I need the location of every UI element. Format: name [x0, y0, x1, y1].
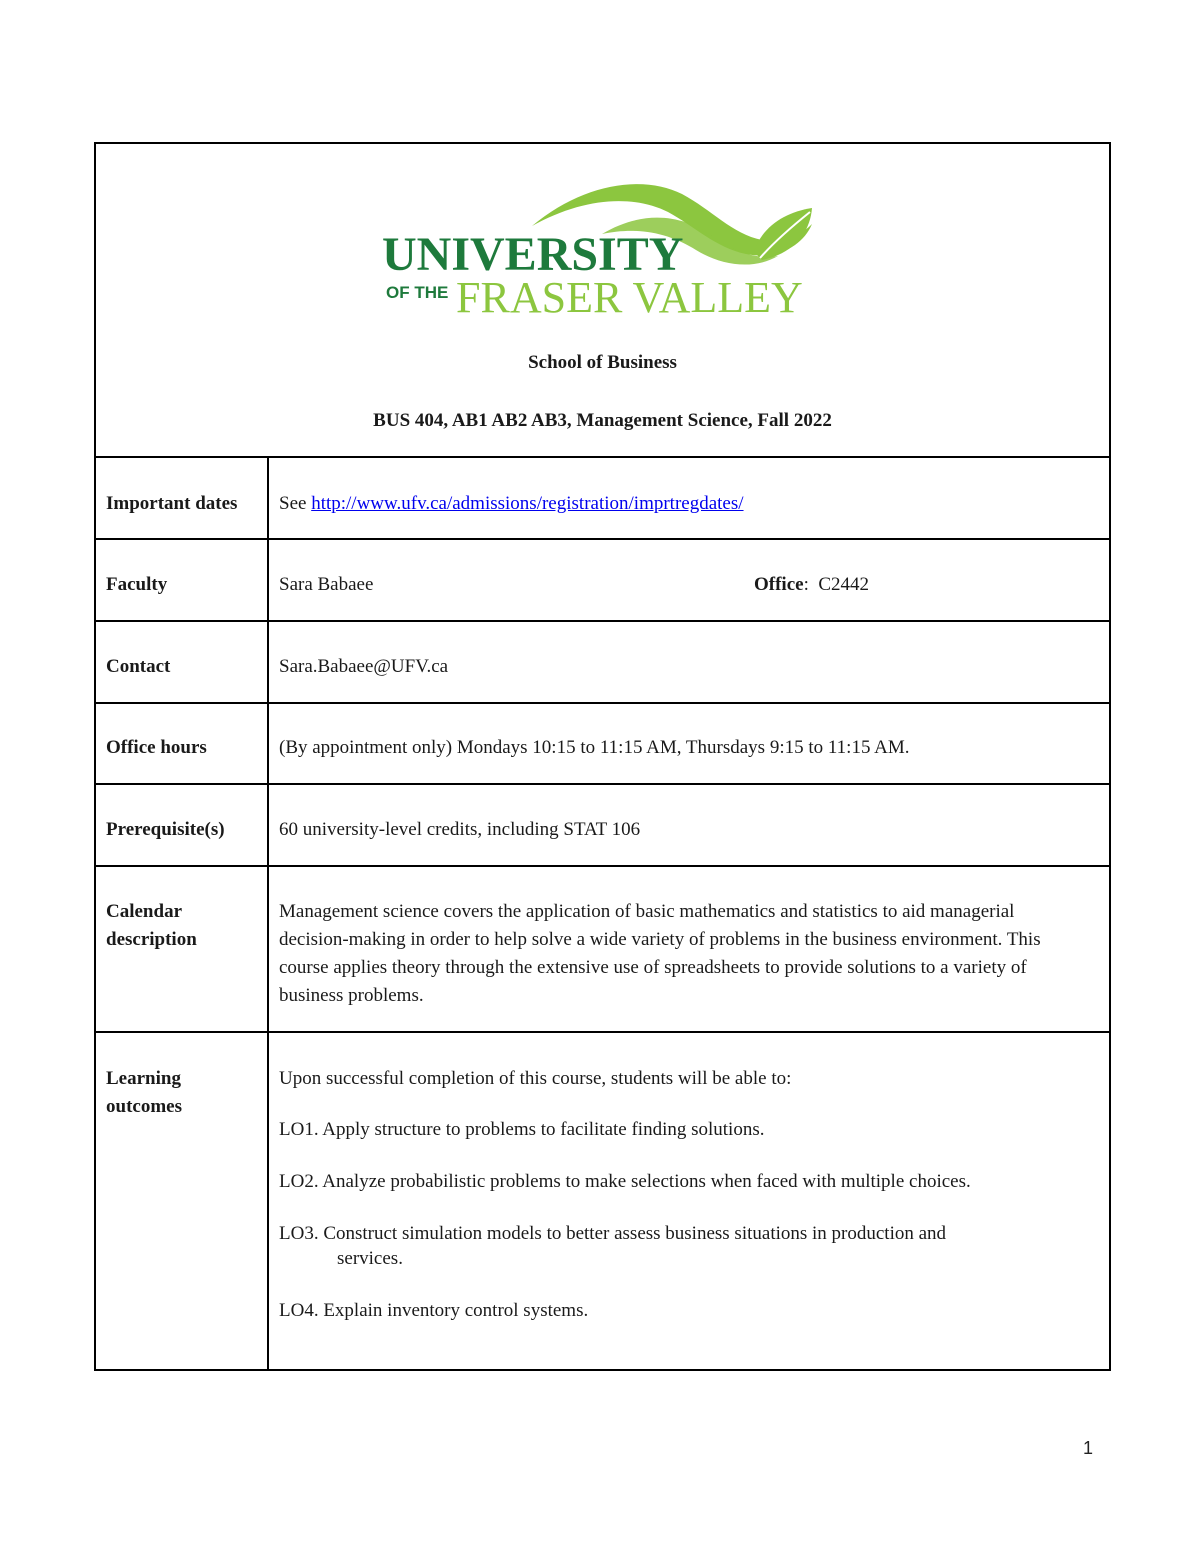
label-line: description — [106, 929, 197, 950]
row-label: Prerequisite(s) — [106, 819, 225, 840]
row-label — [106, 898, 261, 954]
row-office-hours — [96, 704, 1109, 785]
row-value — [279, 490, 1087, 518]
office-sep: : — [803, 574, 809, 595]
row-learning-outcomes — [96, 1033, 1109, 1369]
lo3-continuation: services. — [337, 1248, 403, 1269]
learning-outcomes-intro: Upon successful completion of this course, students will be able to: — [279, 1068, 792, 1089]
lo3-text: LO3. Construct simulation models to better assess business situations in production and — [279, 1223, 947, 1244]
office-info — [754, 571, 869, 599]
row-label: Office hours — [106, 737, 207, 758]
row-label: Contact — [106, 656, 171, 677]
label-line: outcomes — [106, 1096, 182, 1117]
learning-outcome-item — [279, 1221, 1087, 1271]
label-cell — [96, 785, 269, 865]
row-faculty — [96, 540, 1109, 622]
contact-email: Sara.Babaee@UFV.ca — [279, 656, 449, 677]
learning-outcome-item: LO1. Apply structure to problems to facilitate finding solutions. — [279, 1119, 765, 1140]
label-line: Learning — [106, 1068, 181, 1089]
header-cell — [96, 144, 1109, 458]
label-cell — [96, 458, 269, 538]
row-value — [279, 571, 1087, 599]
important-dates-link[interactable]: http://www.ufv.ca/admissions/registration/imprtregdates/ — [311, 493, 744, 514]
school-name: School of Business — [528, 352, 677, 373]
syllabus-table — [94, 142, 1111, 1371]
learning-outcomes-list — [279, 1065, 1087, 1323]
university-logo — [382, 174, 822, 324]
row-contact — [96, 622, 1109, 704]
learning-outcome-item: LO4. Explain inventory control systems. — [279, 1300, 589, 1321]
learning-outcome-item: LO2. Analyze probabilistic problems to make selections when faced with multiple choices. — [279, 1171, 971, 1192]
office-label: Office — [754, 574, 804, 595]
calendar-description-text: Management science covers the application of basic mathematics and statistics to aid managerial decision-making in order to help solve a wide variety of problems in the business environment. This course applies theory through the extensive use of spreadsheets to provide solutions to a variety of business problems. — [279, 901, 1041, 1006]
label-cell — [96, 540, 269, 620]
label-cell — [96, 867, 269, 1031]
svg-text:OF THE: OF THE — [386, 283, 449, 302]
row-important-dates — [96, 458, 1109, 540]
row-calendar-description — [96, 867, 1109, 1033]
course-title: BUS 404, AB1 AB2 AB3, Management Science, Fall 2022 — [373, 410, 832, 431]
label-line: Calendar — [106, 901, 182, 922]
office-hours-value: (By appointment only) Mondays 10:15 to 11:15 AM, Thursdays 9:15 to 11:15 AM. — [279, 737, 910, 758]
row-prerequisites — [96, 785, 1109, 867]
faculty-name: Sara Babaee — [279, 574, 374, 595]
page-number: 1 — [1082, 1438, 1093, 1458]
row-label — [106, 1065, 261, 1121]
office-value: C2442 — [808, 574, 870, 595]
prerequisites-value: 60 university-level credits, including STAT 106 — [279, 819, 641, 840]
row-label: Faculty — [106, 574, 168, 595]
row-label: Important dates — [106, 493, 238, 514]
label-cell — [96, 622, 269, 702]
label-cell — [96, 704, 269, 783]
see-prefix: See — [279, 493, 312, 514]
label-cell — [96, 1033, 269, 1369]
svg-text:FRASER VALLEY: FRASER VALLEY — [456, 273, 803, 322]
svg-text:UNIVERSITY: UNIVERSITY — [382, 228, 684, 281]
